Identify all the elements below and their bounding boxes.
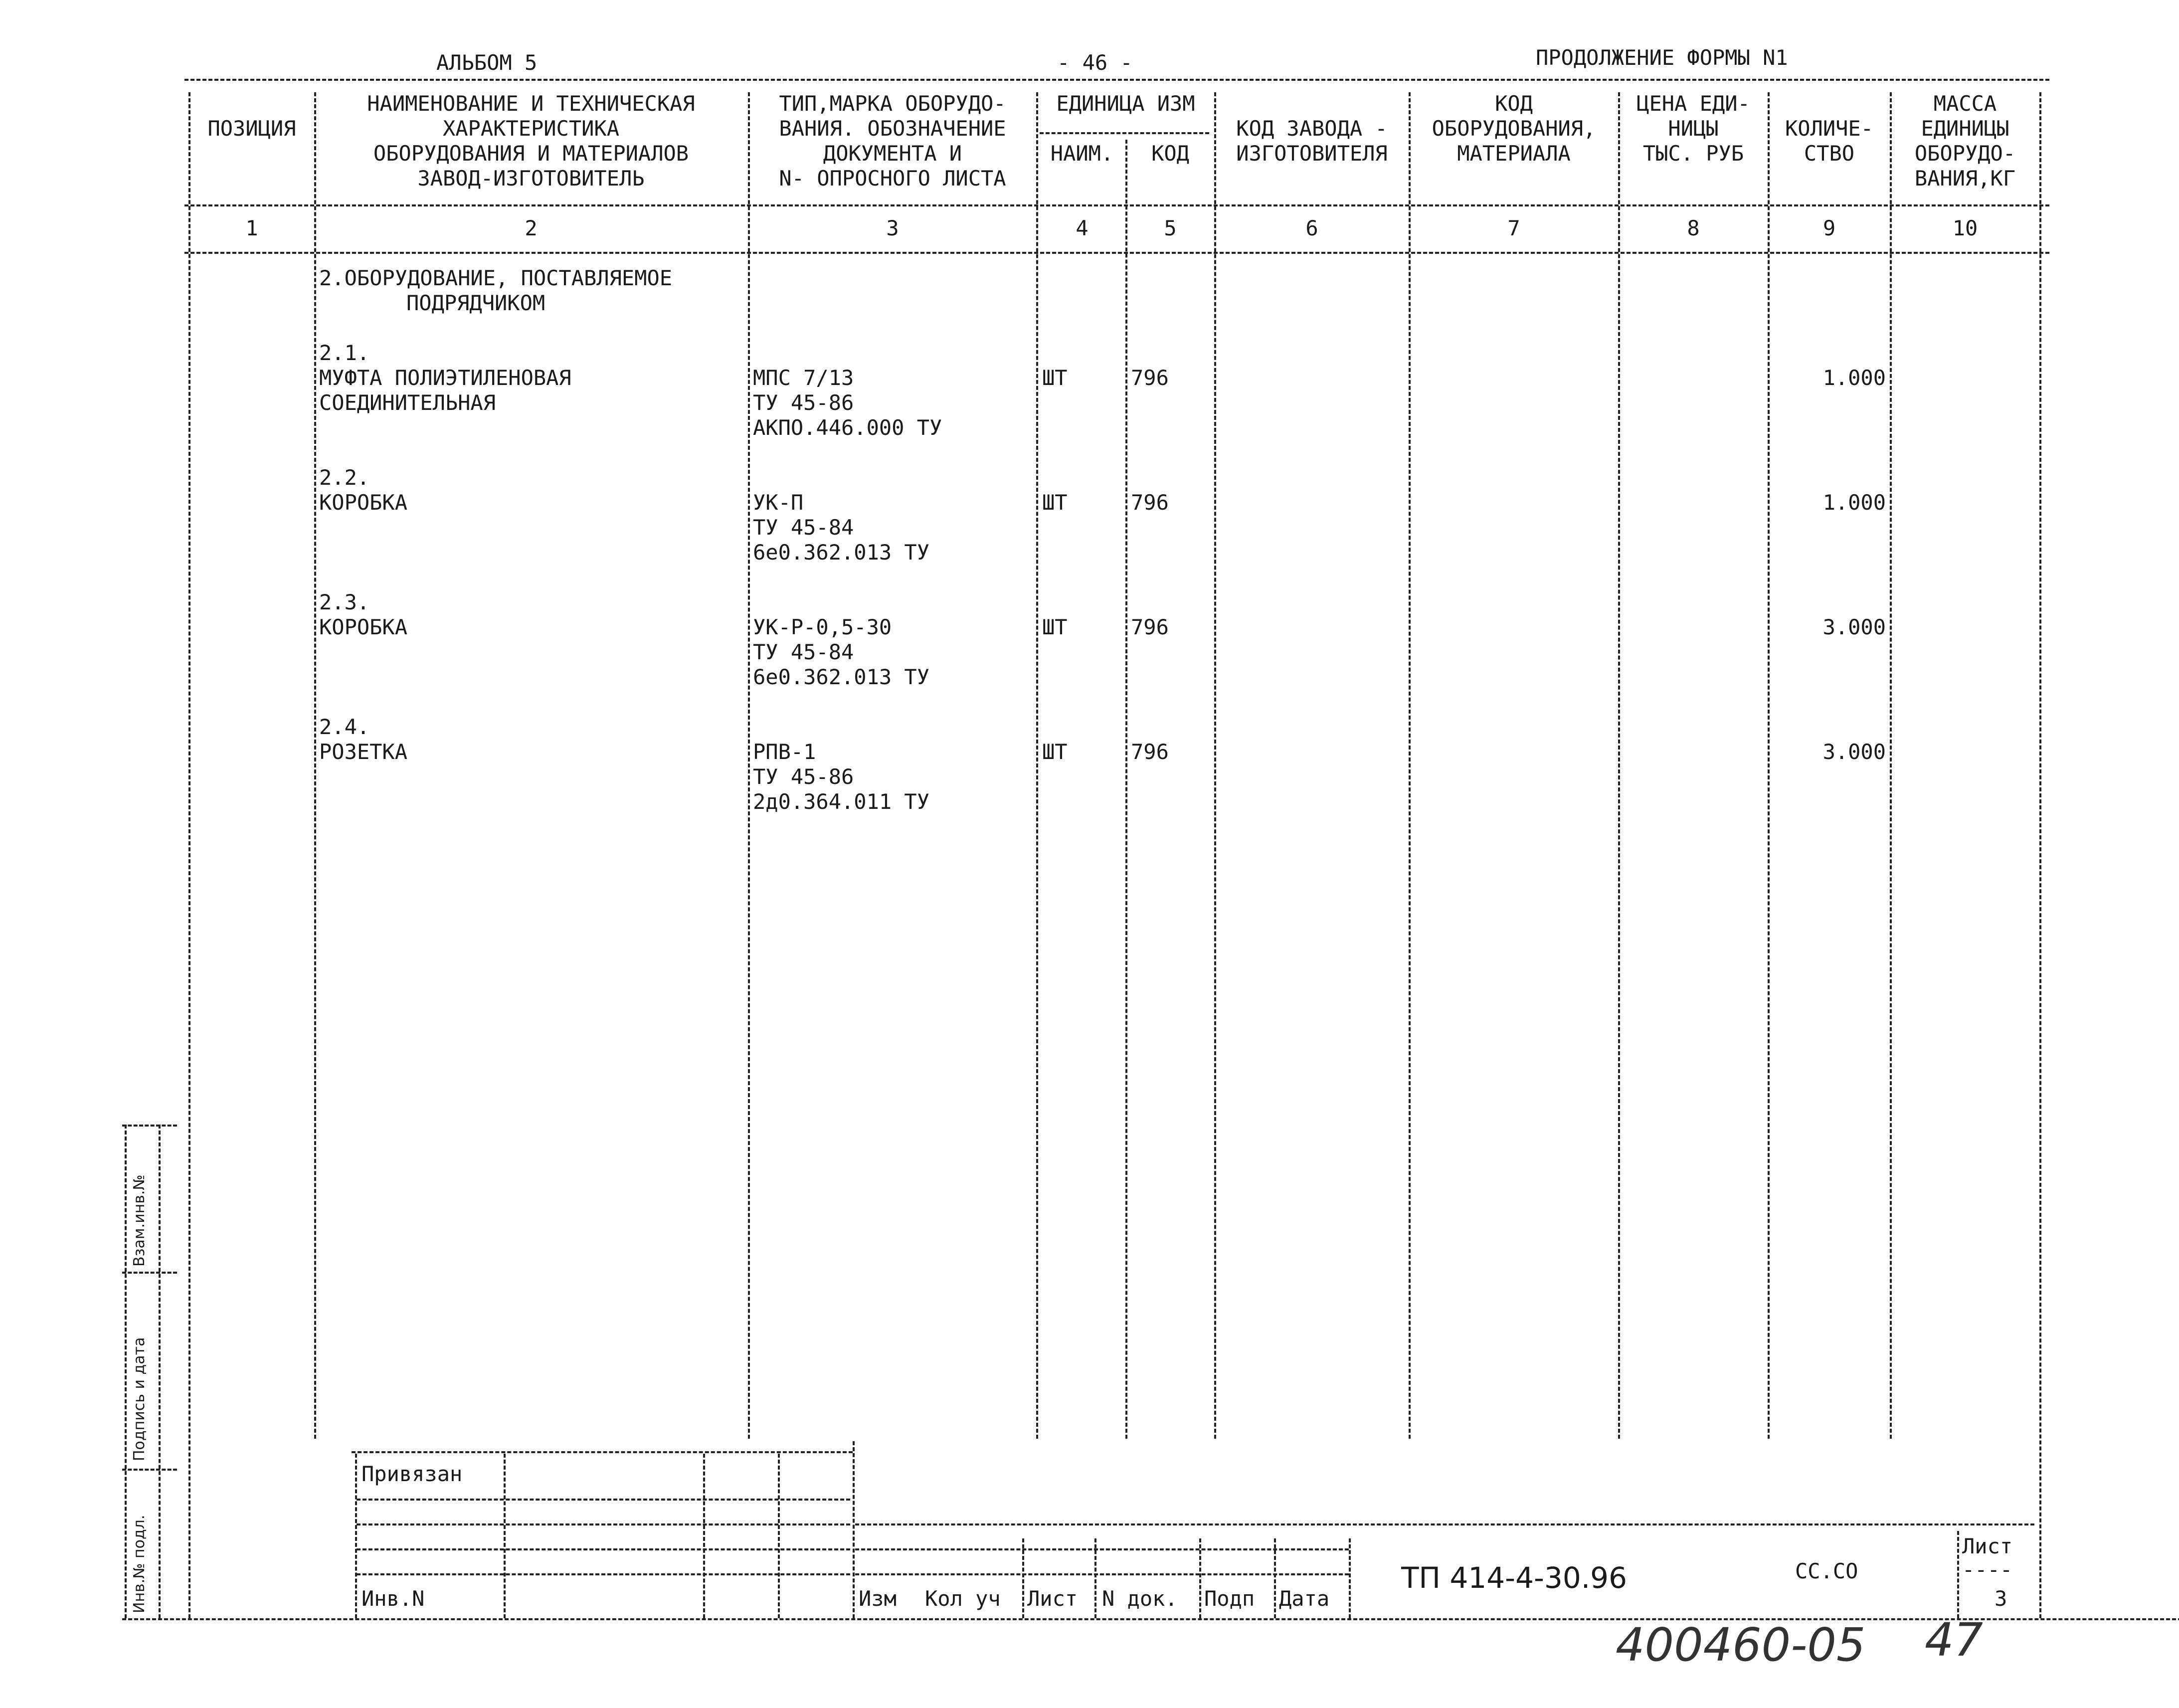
stamp-row-3 — [357, 1548, 850, 1550]
colnum-5: 5 — [1164, 216, 1177, 240]
colnum-6: 6 — [1305, 216, 1318, 240]
header-qty-line1: КОЛИЧЕ- — [1785, 116, 1873, 141]
colnum-9: 9 — [1822, 216, 1836, 240]
rev-border-1 — [1022, 1538, 1024, 1618]
header-factory-line2: ИЗГОТОВИТЕЛЯ — [1236, 141, 1388, 166]
col-border-5 — [1214, 92, 1216, 1439]
rev-col-list: Лист — [1027, 1586, 1078, 1611]
item-3-doc-line1: УК-Р-0,5-30 — [753, 615, 892, 639]
item-4-doc-line1: РПВ-1 — [753, 740, 816, 764]
document-designation: ТП 414-4-30.96 — [1401, 1561, 1627, 1595]
sheet-divider: ---- — [1962, 1557, 2013, 1582]
side-stamp-replace: Взам.инв.№ — [131, 1174, 148, 1267]
header-code-line3: МАТЕРИАЛА — [1457, 141, 1571, 166]
colnum-7: 7 — [1507, 216, 1520, 240]
item-2-qty: 1.000 — [1822, 490, 1886, 515]
header-name-line2: ХАРАКТЕРИСТИКА — [442, 116, 619, 141]
unit-divider — [1040, 132, 1209, 134]
item-4-position: 2.4. — [319, 715, 370, 739]
item-1-position: 2.1. — [319, 341, 370, 365]
stamp-top-border — [352, 1451, 853, 1453]
side-stamp-top — [122, 1125, 177, 1127]
rev-border-4 — [1274, 1538, 1276, 1618]
colnum-4: 4 — [1076, 216, 1089, 240]
colnum-bottom-border — [184, 252, 2049, 254]
side-stamp-sign: Подпись и дата — [131, 1337, 148, 1461]
item-2-position: 2.2. — [319, 465, 370, 490]
header-position: ПОЗИЦИЯ — [207, 116, 296, 141]
header-mass-line4: ВАНИЯ,КГ — [1914, 166, 2016, 190]
header-price-line3: ТЫС. РУБ — [1642, 141, 1744, 166]
header-mass-line3: ОБОРУДО- — [1914, 141, 2016, 166]
colnum-8: 8 — [1687, 216, 1700, 240]
item-4-name-line1: РОЗЕТКА — [319, 740, 408, 764]
handwritten-number: 400460-05 — [1616, 1618, 1866, 1672]
side-stamp-inv: Инв.№ подл. — [131, 1515, 148, 1613]
item-3-name-line1: КОРОБКА — [319, 615, 408, 639]
item-3-code: 796 — [1131, 615, 1169, 639]
col-border-2 — [748, 92, 750, 1439]
col-border-7 — [1618, 92, 1620, 1439]
header-name-line1: НАИМЕНОВАНИЕ И ТЕХНИЧЕСКАЯ — [367, 91, 695, 116]
header-name-line4: ЗАВОД-ИЗГОТОВИТЕЛЬ — [417, 166, 645, 190]
header-type-line2: ВАНИЯ. ОБОЗНАЧЕНИЕ — [779, 116, 1006, 141]
header-code-line2: ОБОРУДОВАНИЯ, — [1432, 116, 1596, 141]
item-4-unit: ШТ — [1042, 740, 1068, 764]
header-price-line1: ЦЕНА ЕДИ- — [1636, 91, 1750, 116]
item-4-code: 796 — [1131, 740, 1169, 764]
continuation-label: ПРОДОЛЖЕНИЕ ФОРМЫ N1 — [1536, 45, 1788, 70]
col-border-8 — [1768, 92, 1770, 1439]
title-block-top — [855, 1523, 2034, 1525]
stamp-right-border — [853, 1441, 855, 1618]
header-type-line1: ТИП,МАРКА ОБОРУДО- — [779, 91, 1006, 116]
header-mass-line2: ЕДИНИЦЫ — [1921, 116, 2009, 141]
side-stamp-border-right — [159, 1125, 161, 1618]
header-price-line2: НИЦЫ — [1668, 116, 1719, 141]
rev-border-5 — [1349, 1538, 1351, 1618]
colnum-2: 2 — [525, 216, 538, 240]
item-3-position: 2.3. — [319, 590, 370, 614]
header-factory-line1: КОД ЗАВОДА - — [1236, 116, 1388, 141]
header-type-line4: N- ОПРОСНОГО ЛИСТА — [779, 166, 1006, 190]
section-title-line2: ПОДРЯДЧИКОМ — [406, 291, 545, 315]
rev-border-3 — [1199, 1538, 1201, 1618]
page-number: - 46 - — [1057, 50, 1133, 75]
rev-col-data: Дата — [1279, 1586, 1330, 1611]
col-border-1 — [314, 92, 316, 1439]
header-type-line3: ДОКУМЕНТА И — [823, 141, 962, 166]
inv-label: Инв.N — [362, 1586, 425, 1611]
section-title-line1: 2.ОБОРУДОВАНИЕ, ПОСТАВЛЯЕМОЕ — [319, 266, 673, 290]
colnum-10: 10 — [1952, 216, 1978, 240]
stamp-row-4 — [357, 1573, 850, 1575]
rev-border-2 — [1094, 1538, 1096, 1618]
item-1-doc-line3: АКПО.446.000 ТУ — [753, 415, 942, 440]
item-1-name-line2: СОЕДИНИТЕЛЬНАЯ — [319, 390, 496, 415]
stamp-border-a — [355, 1454, 357, 1618]
stamp-border-c — [703, 1454, 705, 1618]
item-4-doc-line3: 2д0.364.011 ТУ — [753, 789, 930, 814]
item-3-unit: ШТ — [1042, 615, 1068, 639]
rev-col-izm: Изм — [859, 1586, 897, 1611]
item-1-code: 796 — [1131, 366, 1169, 390]
stamp-border-b — [504, 1454, 506, 1618]
sheet-box-border — [1957, 1531, 1959, 1618]
header-qty-line2: СТВО — [1804, 141, 1855, 166]
header-name-line3: ОБОРУДОВАНИЯ И МАТЕРИАЛОВ — [373, 141, 689, 166]
colnum-1: 1 — [245, 216, 258, 240]
handwritten-sheet: 47 — [1925, 1613, 1984, 1667]
item-1-doc-line1: МПС 7/13 — [753, 366, 854, 390]
album-label: АЛЬБОМ 5 — [436, 50, 538, 75]
header-unit-name: НАИМ. — [1050, 141, 1114, 166]
stamp-row-2 — [357, 1523, 850, 1525]
col-border-6 — [1409, 92, 1411, 1439]
item-1-doc-line2: ТУ 45-86 — [753, 390, 854, 415]
stamp-border-d — [778, 1454, 780, 1618]
item-1-qty: 1.000 — [1822, 366, 1886, 390]
sheet-number: 3 — [1995, 1586, 2007, 1611]
table-top-border — [184, 79, 2049, 81]
col-border-3 — [1036, 92, 1038, 1439]
rev-col-kol: Кол уч — [925, 1586, 1001, 1611]
header-bottom-border — [184, 204, 2049, 206]
rev-col-doc: N док. — [1102, 1586, 1178, 1611]
item-3-doc-line2: ТУ 45-84 — [753, 640, 854, 664]
header-unit-code: КОД — [1151, 141, 1189, 166]
stamp-row-1 — [357, 1499, 850, 1501]
item-3-doc-line3: 6е0.362.013 ТУ — [753, 665, 930, 689]
side-stamp-div-1 — [122, 1272, 177, 1274]
item-2-doc-line1: УК-П — [753, 490, 804, 515]
item-1-unit: ШТ — [1042, 366, 1068, 390]
document-code: СС.СО — [1795, 1559, 1858, 1583]
header-unit: ЕДИНИЦА ИЗМ — [1056, 91, 1195, 116]
sheet-label: Лист — [1962, 1534, 2013, 1558]
side-stamp-div-2 — [122, 1469, 177, 1471]
item-2-name-line1: КОРОБКА — [319, 490, 408, 515]
item-2-doc-line3: 6е0.362.013 ТУ — [753, 540, 930, 565]
col-border-4 — [1125, 140, 1127, 1439]
item-1-name-line1: МУФТА ПОЛИЭТИЛЕНОВАЯ — [319, 366, 571, 390]
col-border-9 — [1890, 92, 1892, 1439]
header-mass-line1: МАССА — [1933, 91, 1997, 116]
item-2-code: 796 — [1131, 490, 1169, 515]
col-border-left — [188, 92, 190, 1618]
page-bottom-border — [122, 1618, 2179, 1620]
privyazan-label: Привязан — [362, 1462, 463, 1486]
item-4-qty: 3.000 — [1822, 740, 1886, 764]
item-2-unit: ШТ — [1042, 490, 1068, 515]
side-stamp-border-left — [125, 1125, 127, 1618]
item-4-doc-line2: ТУ 45-86 — [753, 764, 854, 789]
header-code-line1: КОД — [1495, 91, 1533, 116]
item-2-doc-line2: ТУ 45-84 — [753, 515, 854, 540]
item-3-qty: 3.000 — [1822, 615, 1886, 639]
col-border-right — [2039, 92, 2041, 1618]
rev-col-podp: Подп — [1204, 1586, 1255, 1611]
colnum-3: 3 — [886, 216, 899, 240]
